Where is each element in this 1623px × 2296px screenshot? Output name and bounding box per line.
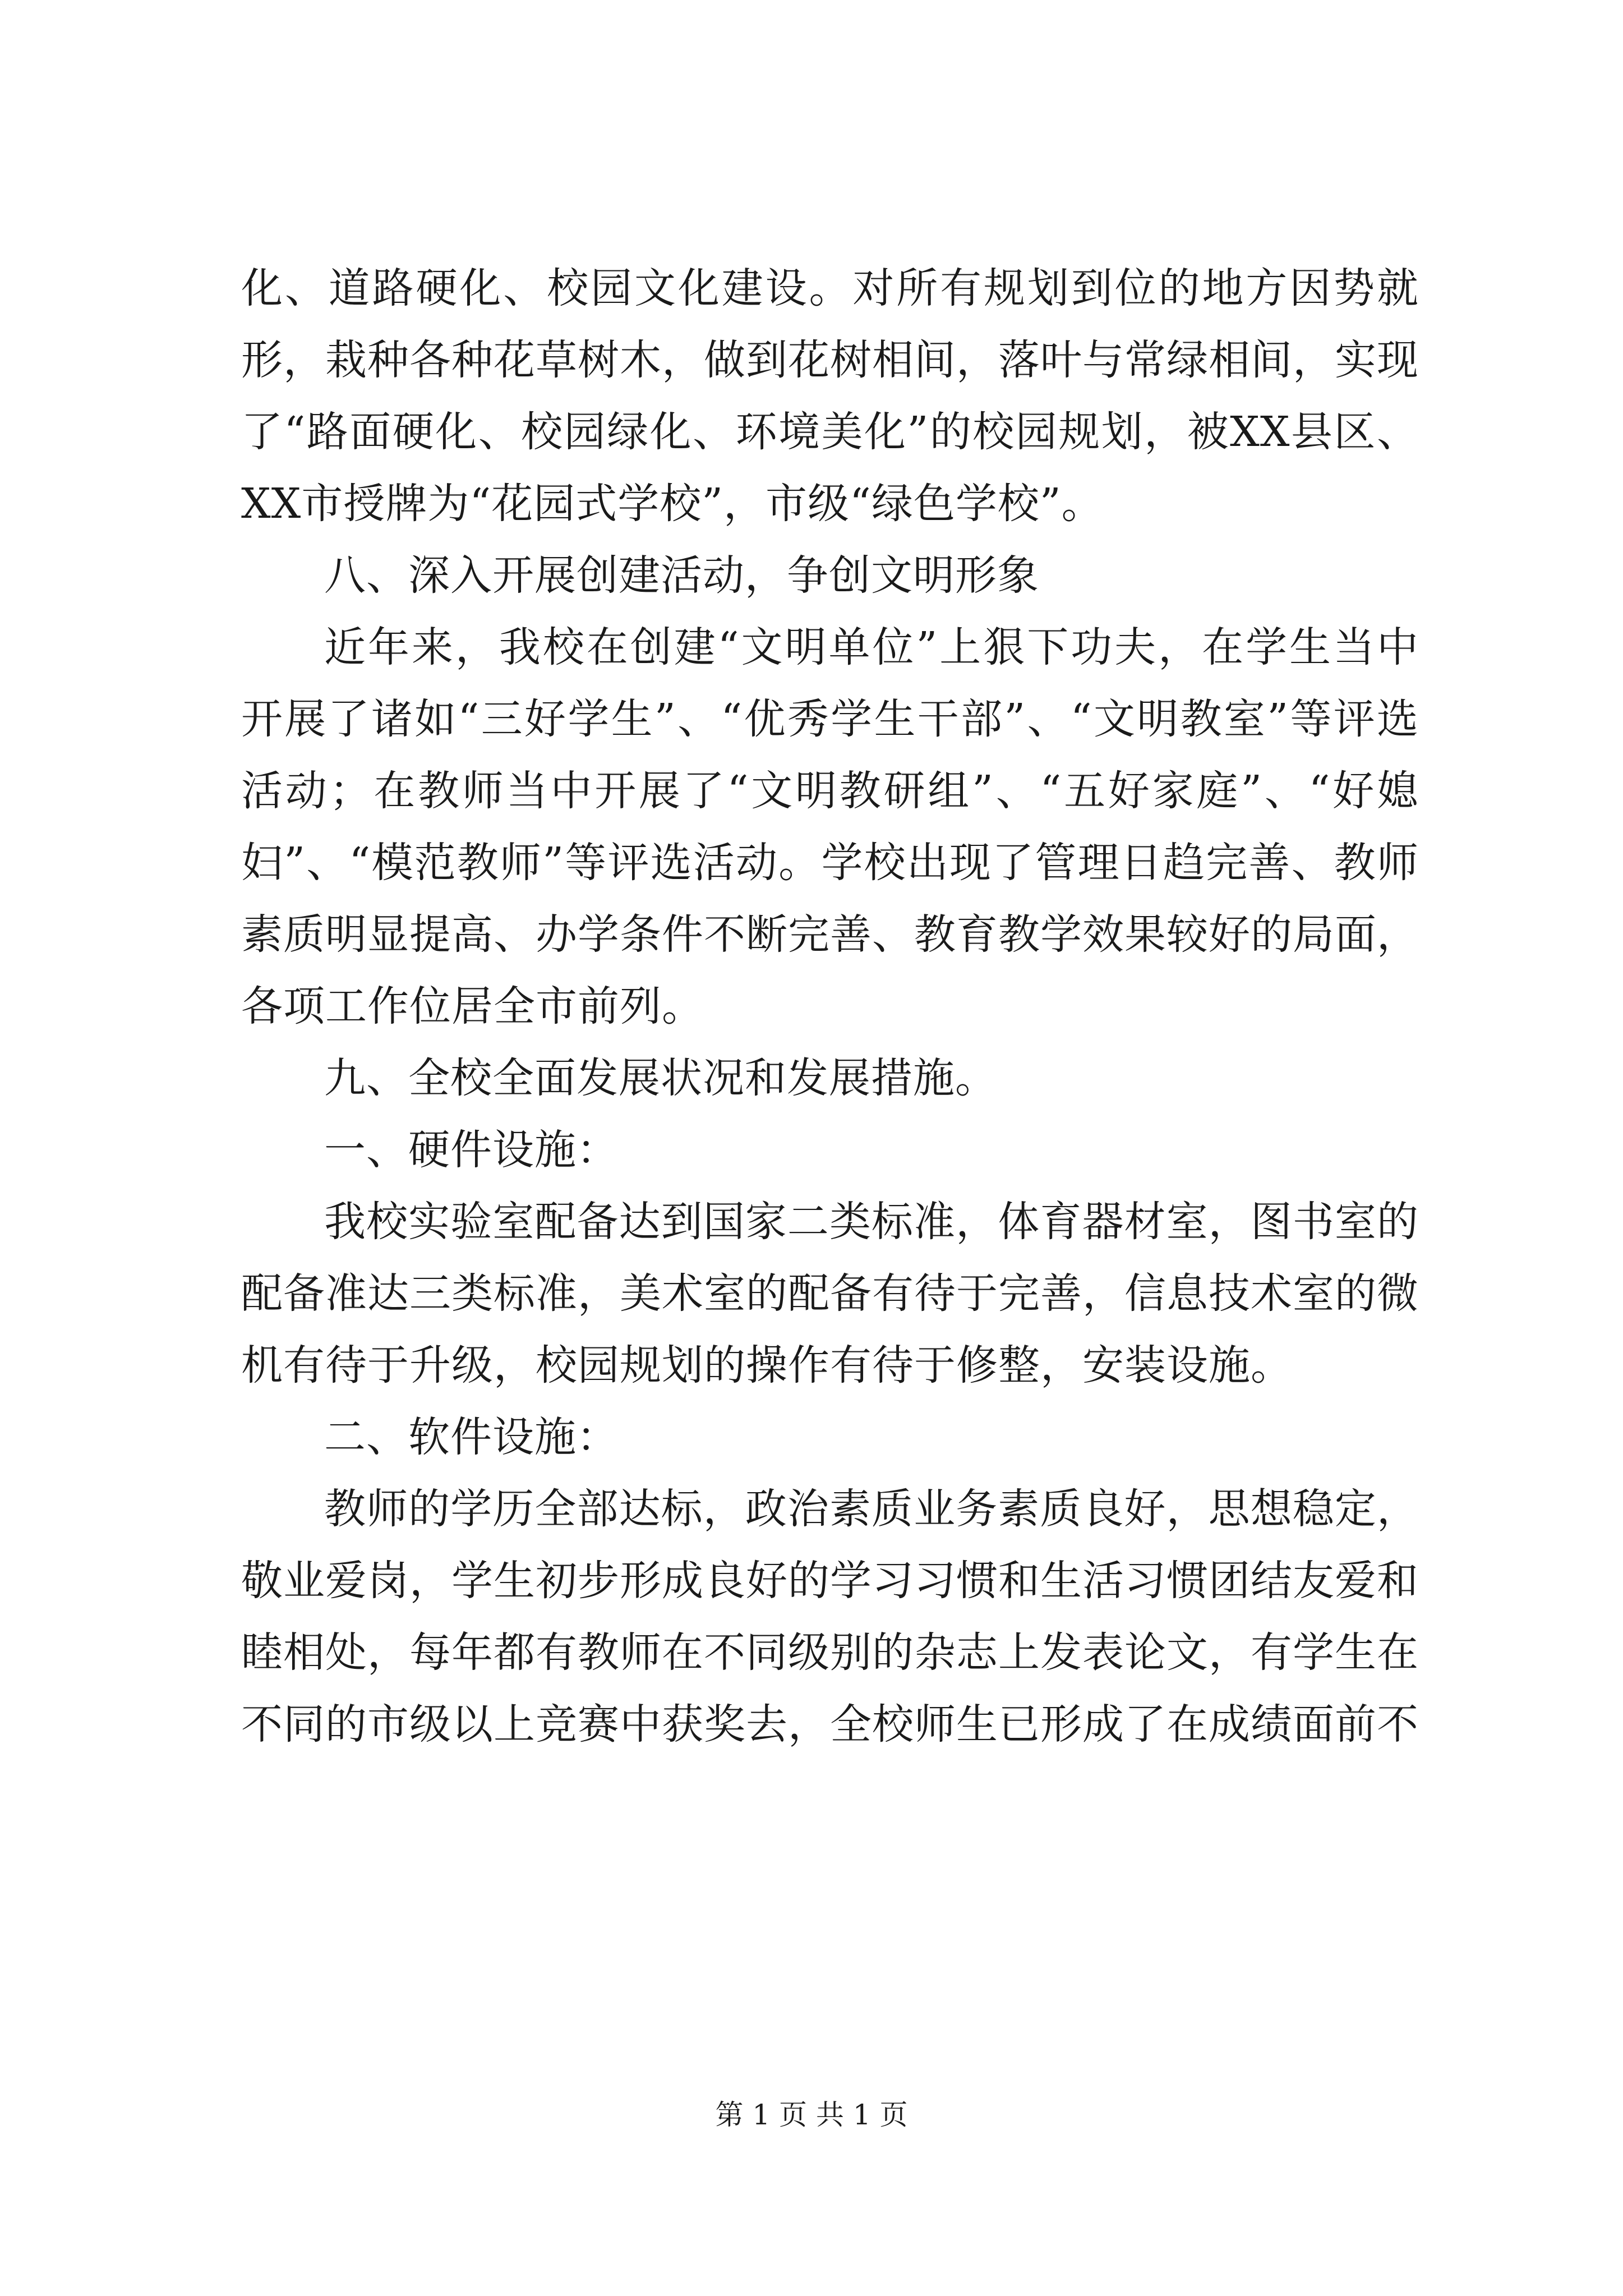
- heading-software: 二、软件设施：: [324, 1413, 619, 1461]
- heading-section-9: 九、全校全面发展状况和发展措施。: [324, 1054, 997, 1102]
- heading-hardware: 一、硬件设施：: [324, 1126, 619, 1174]
- paragraph-1: 化、道路硬化、校园文化建设。对所有规划到位的地方因势就形，栽种各种花草树木，做到花树相间，落叶与常绿相间，实现了“路面硬化、校园绿化、环境美化”的校园规划，被XX县区、XX市授牌为“花园式学校”，市级“绿色学校”。: [241, 264, 1419, 528]
- paragraph-software: 教师的学历全部达标，政治素质业务素质良好，思想稳定，敬业爱岗，学生初步形成良好的学习习惯和生活习惯团结友爱和睦相处，每年都有教师在不同级别的杂志上发表论文，有学生在不同的市级以上竞赛中获奖去，全校师生已形成了在成绩面前不: [241, 1485, 1419, 1749]
- heading-section-8: 八、深入开展创建活动，争创文明形象: [324, 551, 1039, 600]
- page-footer: 第 1 页 共 1 页: [715, 2099, 908, 2131]
- paragraph-civilization-activities: 近年来，我校在创建“文明单位”上狠下功夫，在学生当中开展了诸如“三好学生”、“优秀学生干部”、“文明教室”等评选活动；在教师当中开展了“文明教研组”、“五好家庭”、“好媳妇”、“模范教师”等评选活动。学校出现了管理日趋完善、教师素质明显提高、办学条件不断完善、教育教学效果较好的局面，各项工作位居全市前列。: [241, 623, 1419, 1030]
- document-body: [241, 252, 1419, 1760]
- paragraph-hardware: 我校实验室配备达到国家二类标准，体育器材室，图书室的配备准达三类标准，美术室的配备有待于完善，信息技术室的微机有待于升级，校园规划的操作有待于修整，安装设施。: [241, 1198, 1419, 1389]
